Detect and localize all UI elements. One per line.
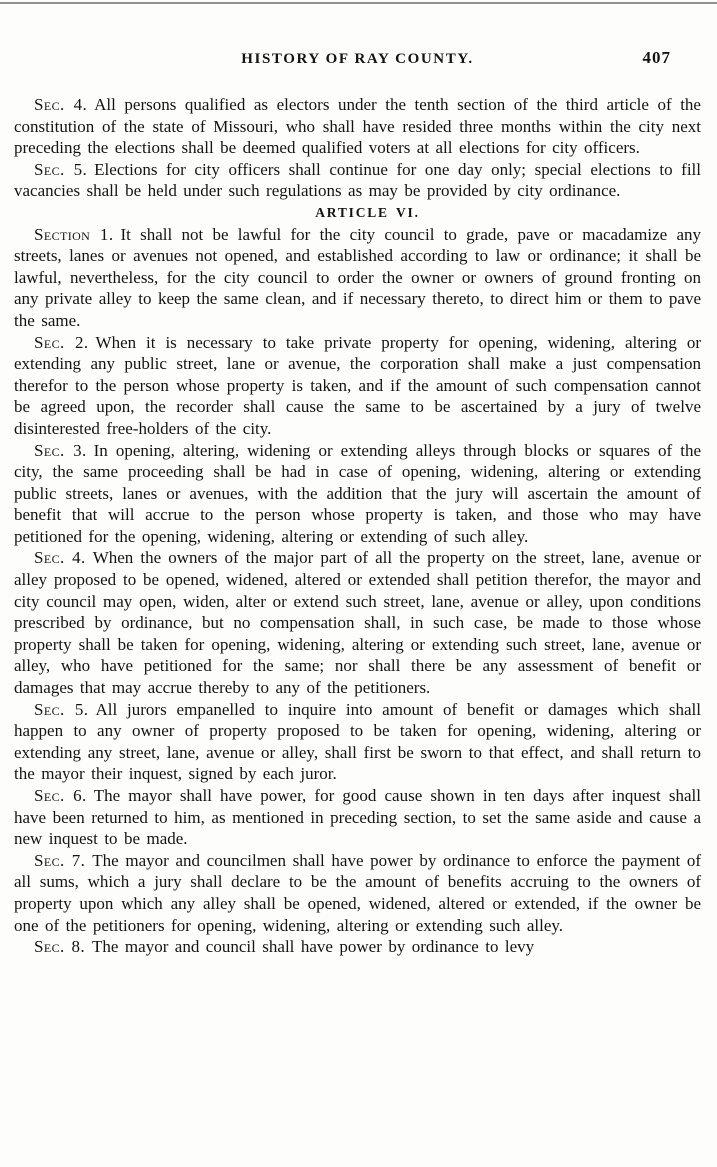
- section-label: Section 1.: [34, 224, 114, 244]
- section-paragraph: [14, 440, 701, 548]
- section-text: All persons qualified as electors under the tenth section of the third article of the constitution of the state of Missouri, who shall have resided three months within the city next preceding the elections shall be deemed qualified voters at all elections for city officers.: [14, 95, 701, 158]
- section-label: Sec. 2.: [34, 332, 89, 352]
- section-text: The mayor and councilmen shall have power by ordinance to enforce the payment of all sums, which a jury shall declare to be the amount of benefits accruing to the owners of property upon which any alley shall be opened, widened, altered or extended, if the owner be one of the petitioners for opening, widening, altering or extending such alley.: [14, 850, 701, 935]
- section-label: Sec. 8.: [34, 937, 86, 957]
- section-label: Sec. 7.: [34, 850, 86, 870]
- page-number: 407: [642, 48, 671, 67]
- page-header: [14, 50, 701, 70]
- section-text: In opening, altering, widening or extending alleys through blocks or squares of the city, the same proceeding shall be had in case of opening, widening, altering or extending public streets, lanes or avenues, with the addition that the jury will ascertain the amount of benefit that will accrue to the person whose property is taken, and those who may have petitioned for the opening, widening, altering or extending of such alley.: [14, 440, 701, 546]
- section-text: It shall not be lawful for the city council to grade, pave or macadamize any streets, lanes or avenues not opened, and established according to law or ordinance; it shall be lawful, nevertheless, for the city council to order the owner or owners of ground fronting on any private alley to keep the same clean, and if necessary thereto, to direct him or them to pave the same.: [14, 224, 701, 330]
- section-paragraph: [14, 159, 701, 202]
- section-paragraph: [14, 850, 701, 936]
- section-text: When the owners of the major part of all the property on the street, lane, avenue or alley proposed to be opened, widened, altered or extended shall petition therefor, the mayor and city council may open, widen, alter or extend such street, lane, avenue or alley, upon conditions prescribed by ordinance, but no compensation shall, in such case, be made to those whose property shall be taken for opening, widening, altering or extending such street, lane, avenue or alley, who have petitioned for the same; nor shall there be any assessment of benefit or damages that may accrue thereby to any of the petitioners.: [14, 548, 701, 698]
- section-text: All jurors empanelled to inquire into amount of benefit or damages which shall happen to any owner of property proposed to be taken for opening, widening, altering or extending any street, lane, avenue or alley, shall first be sworn to that effect, and shall return to the mayor their inquest, signed by each juror.: [14, 699, 701, 784]
- section-paragraph: [14, 224, 701, 332]
- section-label: Sec. 5.: [34, 699, 89, 719]
- section-text: When it is necessary to take private property for opening, widening, altering or extending any public street, lane or avenue, the corporation shall make a just compensation therefor to the person whose property is taken, and if the amount of such compensation cannot be agreed upon, the recorder shall cause the same to be ascertained by a jury of twelve disinterested free-holders of the city.: [14, 332, 701, 438]
- section-paragraph: [14, 785, 701, 850]
- section-label: Sec. 6.: [34, 786, 87, 805]
- article-heading: ARTICLE VI.: [315, 204, 420, 220]
- section-text: The mayor shall have power, for good cause shown in ten days after inquest shall have been returned to him, as mentioned in preceding section, to set the same aside and cause a new inquest to be made.: [14, 786, 701, 849]
- section-paragraph: [14, 94, 701, 159]
- section-label: Sec. 3.: [34, 440, 87, 460]
- section-label: Sec. 4.: [34, 95, 88, 114]
- section-text: Elections for city officers shall continue for one day only; special elections to fill vacancies shall be held under such regulations as may be provided by city ordinance.: [14, 159, 701, 201]
- section-paragraph: [14, 547, 701, 698]
- section-paragraph: [14, 699, 701, 785]
- scan-edge-line: [0, 2, 717, 4]
- running-title: HISTORY OF RAY COUNTY.: [241, 51, 474, 67]
- page-body: [14, 94, 701, 958]
- section-text: The mayor and council shall have power by ordinance to levy: [92, 937, 535, 957]
- section-paragraph: [14, 332, 701, 440]
- section-label: Sec. 4.: [34, 548, 86, 568]
- section-label: Sec. 5.: [34, 159, 88, 179]
- section-paragraph: [14, 936, 701, 958]
